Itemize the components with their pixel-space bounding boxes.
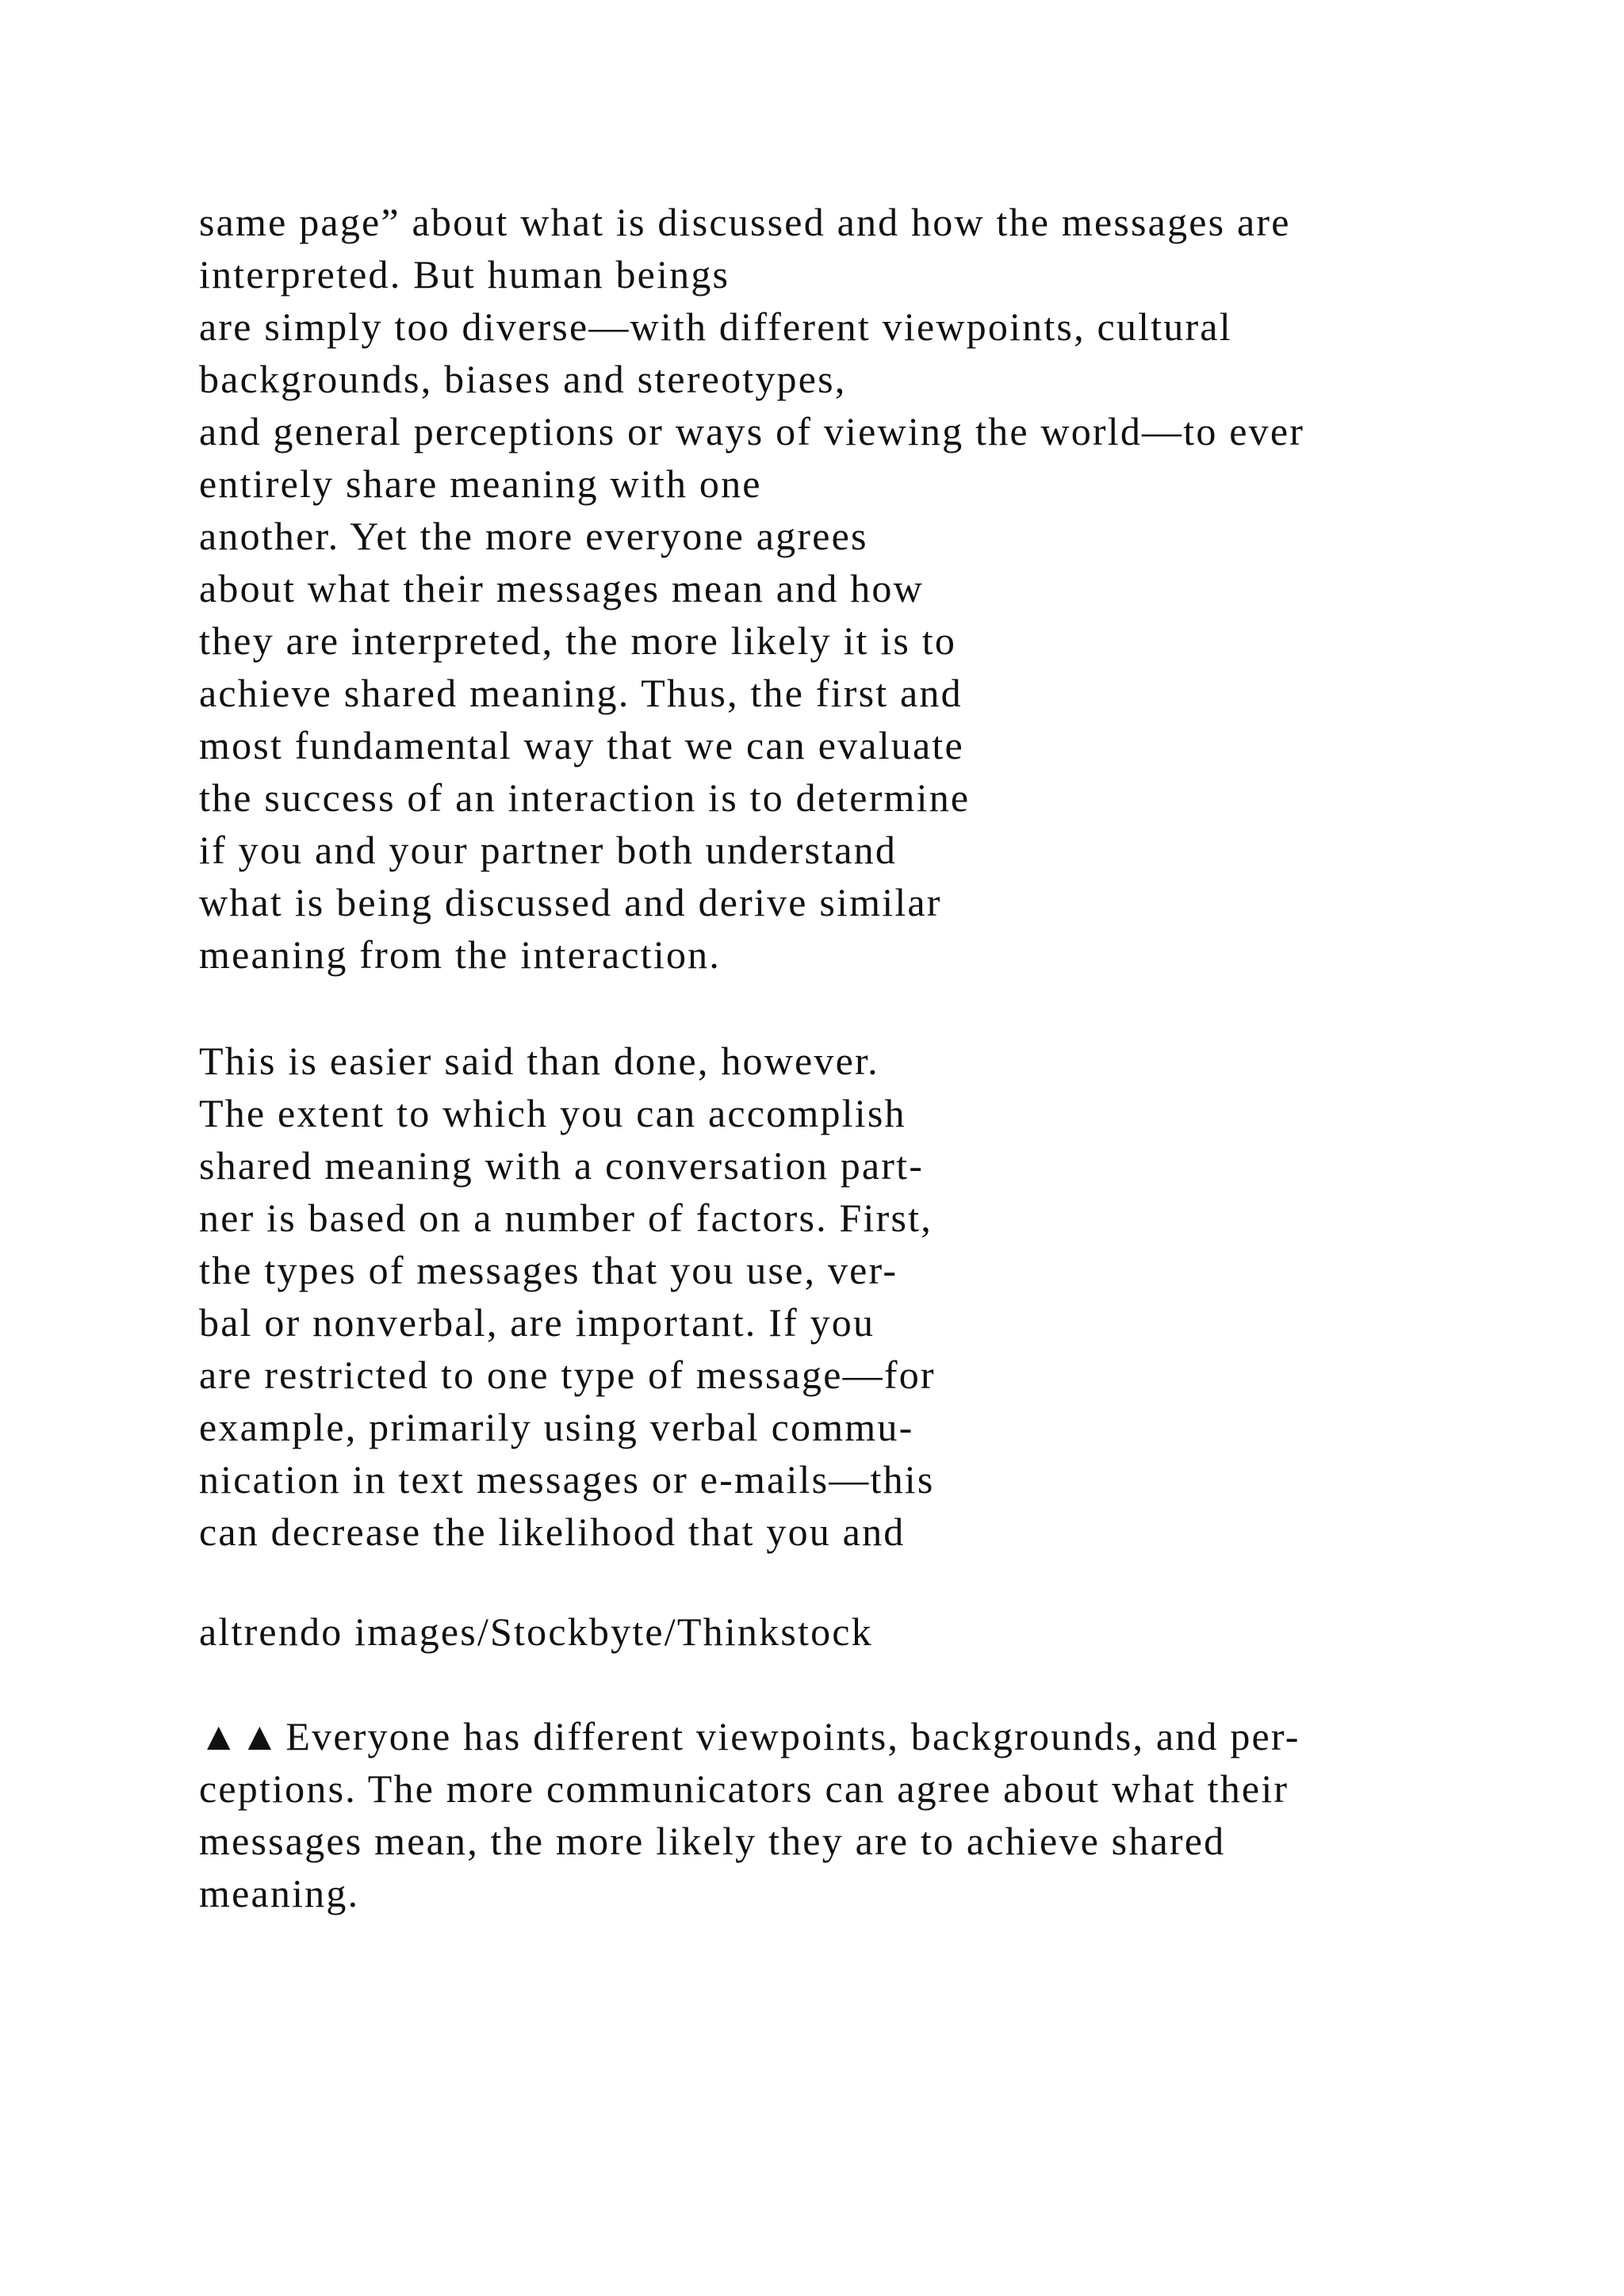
text-line: example, primarily using verbal commu- [199,1405,914,1449]
text-line: bal or nonverbal, are important. If you [199,1300,875,1345]
text-line: can decrease the likelihood that you and [199,1510,906,1554]
text-line: are simply too diverse—with different viewpoints, cultural [199,304,1232,349]
text-line: interpreted. But human beings [199,252,730,297]
caption-line [199,1710,1563,1762]
caption-text: Everyone has different viewpoints, backgrounds, and per- [285,1714,1300,1758]
text-line: are restricted to one type of message—for [199,1353,936,1397]
caption-line: messages mean, the more likely they are to achieve shared [199,1819,1226,1863]
body-paragraph-shared-meaning [199,196,1563,981]
text-line: entirely share meaning with one [199,461,762,506]
text-line: achieve shared meaning. Thus, the first and [199,671,963,715]
photo-credit [199,1605,1563,1658]
text-line: the types of messages that you use, ver- [199,1248,898,1292]
text-line: most fundamental way that we can evaluate [199,723,964,767]
text-line: and general perceptions or ways of viewing the world—to ever [199,409,1305,453]
text-line: if you and your partner both understand [199,828,898,872]
caption-line: ceptions. The more communicators can agree about what their [199,1766,1289,1811]
text-line: they are interpreted, the more likely it is to [199,618,957,663]
text-line: what is being discussed and derive similar [199,880,942,924]
text-line: about what their messages mean and how [199,566,924,610]
text-line: ner is based on a number of factors. First, [199,1196,933,1240]
text-line: shared meaning with a conversation part- [199,1143,925,1188]
text-line: another. Yet the more everyone agrees [199,514,868,558]
text-line: This is easier said than done, however. [199,1039,879,1083]
body-paragraph-factors [199,1035,1563,1558]
caption-marker-icon: ▲▲ [199,1714,282,1758]
text-line: backgrounds, biases and stereotypes, [199,357,847,401]
text-line: same page” about what is discussed and how the messages are [199,200,1291,244]
caption-line: meaning. [199,1871,360,1915]
photo-credit-text: altrendo images/Stockbyte/Thinkstock [199,1609,873,1654]
text-line: the success of an interaction is to determine [199,775,971,820]
text-line: The extent to which you can accomplish [199,1091,906,1135]
text-line: meaning from the interaction. [199,932,722,977]
text-line: nication in text messages or e-mails—this [199,1457,935,1502]
figure-caption [199,1710,1563,1919]
